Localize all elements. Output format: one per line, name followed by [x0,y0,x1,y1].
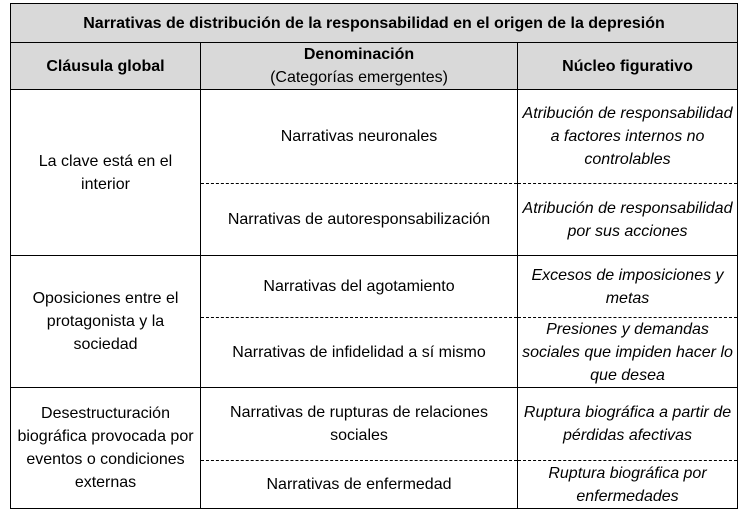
clause-cell: Oposiciones entre el protagonista y la sociedad [11,256,201,388]
header-denominacion-sub: (Categorías emergentes) [270,69,448,86]
header-denominacion [201,43,518,90]
denominacion-cell: Narrativas de infidelidad a sí mismo [201,318,518,388]
table-title: Narrativas de distribución de la responsabilidad en el origen de la depresión [11,4,738,43]
header-clausula-global: Cláusula global [11,43,201,90]
nucleo-cell: Atribución de responsabilidad a factores internos no controlables [518,90,738,184]
nucleo-cell: Ruptura biográfica por enfermedades [518,461,738,509]
header-nucleo-figurativo: Núcleo figurativo [518,43,738,90]
denominacion-cell: Narrativas de autoresponsabilización [201,184,518,256]
table-row [11,388,738,461]
table-row [11,90,738,184]
denominacion-cell: Narrativas del agotamiento [201,256,518,318]
denominacion-cell: Narrativas de enfermedad [201,461,518,509]
clause-cell: La clave está en el interior [11,90,201,256]
header-denominacion-main: Denominación [303,46,415,63]
denominacion-cell: Narrativas neuronales [201,90,518,184]
nucleo-cell: Excesos de imposiciones y metas [518,256,738,318]
denominacion-cell: Narrativas de rupturas de relaciones sociales [201,388,518,461]
nucleo-cell: Presiones y demandas sociales que impiden hacer lo que desea [518,318,738,388]
nucleo-cell: Ruptura biográfica a partir de pérdidas afectivas [518,388,738,461]
clause-cell: Desestructuración biográfica provocada por eventos o condiciones externas [11,388,201,509]
table-row [11,256,738,318]
responsibility-narratives-table [10,3,738,509]
nucleo-cell: Atribución de responsabilidad por sus acciones [518,184,738,256]
